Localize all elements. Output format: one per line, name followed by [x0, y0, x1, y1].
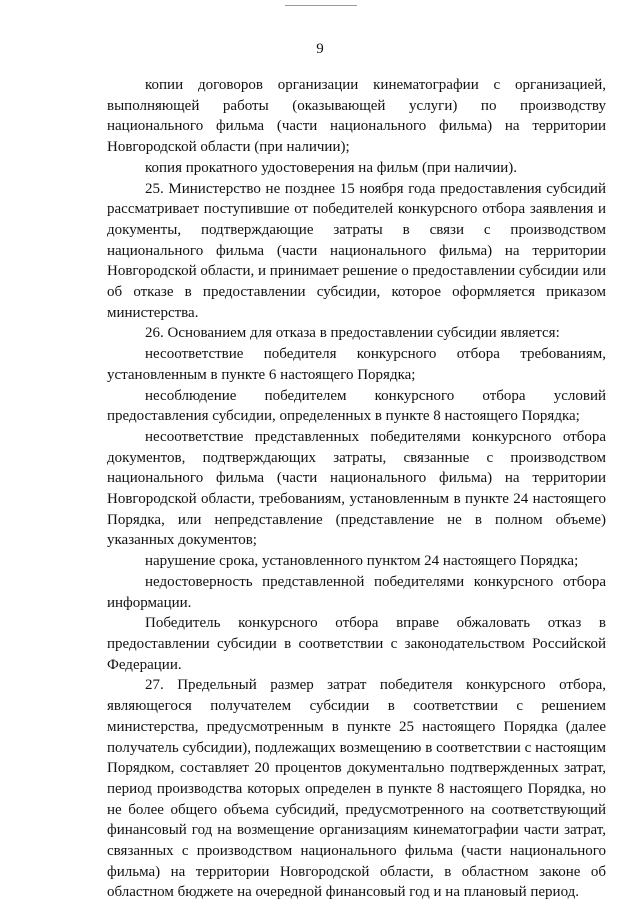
- top-rule: [285, 5, 357, 6]
- page-number: 9: [316, 41, 324, 57]
- paragraph-refusal-ground-1: несоответствие победителя конкурсного отбора требованиям, установленным в пункте 6 настоящего Порядка;: [107, 346, 606, 383]
- paragraph-clause-27: 27. Предельный размер затрат победителя конкурсного отбора, являющегося получателем субсидии в соответствии с решением министерства, предусмотренным в пункте 25 настоящего Порядка (далее получатель субсидии), подлежащих возмещению в соответствии с настоящим Порядком, составляет 20 процентов документально подтвержденных затрат, период производства которых определен в пункте 8 настоящего Порядка, но не более общего объема субсидий, предусмотренного на соответствующий финансовый год на возмещение организациям кинематографии части затрат, связанных с производством национального фильма (части национального фильма) на территории Новгородской области, в областном законе об областном бюджете на очередной финансовый год и на плановый период.: [107, 677, 606, 901]
- paragraph-rental-certificate: копия прокатного удостоверения на фильм (при наличии).: [145, 159, 518, 176]
- paragraph-refusal-ground-3: несоответствие представленных победителями конкурсного отбора документов, подтверждающих затраты, связанные с производством национального фильма (части национального фильма) на территории Новгородской области, требованиям, установленным в пункте 24 настоящего Порядка, или непредставление (представление не в полном объеме) указанных документов;: [107, 428, 606, 549]
- paragraph-refusal-ground-2: несоблюдение победителем конкурсного отбора условий предоставления субсидии, определенных в пункте 8 настоящего Порядка;: [107, 387, 606, 425]
- paragraph-contract-copies: копии договоров организации кинематографии с организацией, выполняющей работы (оказывающей услуги) по производству национального фильма (части национального фильма) на территории Новгородской области (при наличии);: [107, 77, 606, 156]
- paragraph-refusal-ground-5: недостоверность представленной победителями конкурсного отбора информации.: [107, 573, 606, 611]
- paragraph-clause-26: 26. Основанием для отказа в предоставлении субсидии является:: [145, 325, 560, 342]
- paragraph-clause-25: 25. Министерство не позднее 15 ноября года предоставления субсидий рассматривает поступившие от победителей конкурсного отбора заявления и документы, подтверждающие затраты в связи с производством национального фильма (части национального фильма) на территории Новгородской области, и принимает решение о предоставлении субсидии или об отказе в предоставлении субсидии, которое оформляется приказом министерства.: [107, 180, 606, 321]
- document-body: [107, 75, 606, 903]
- paragraph-refusal-ground-4: нарушение срока, установленного пунктом 24 настоящего Порядка;: [145, 553, 579, 570]
- paragraph-appeal: Победитель конкурсного отбора вправе обжаловать отказ в предоставлении субсидии в соответствии с законодательством Российской Федерации.: [107, 615, 606, 673]
